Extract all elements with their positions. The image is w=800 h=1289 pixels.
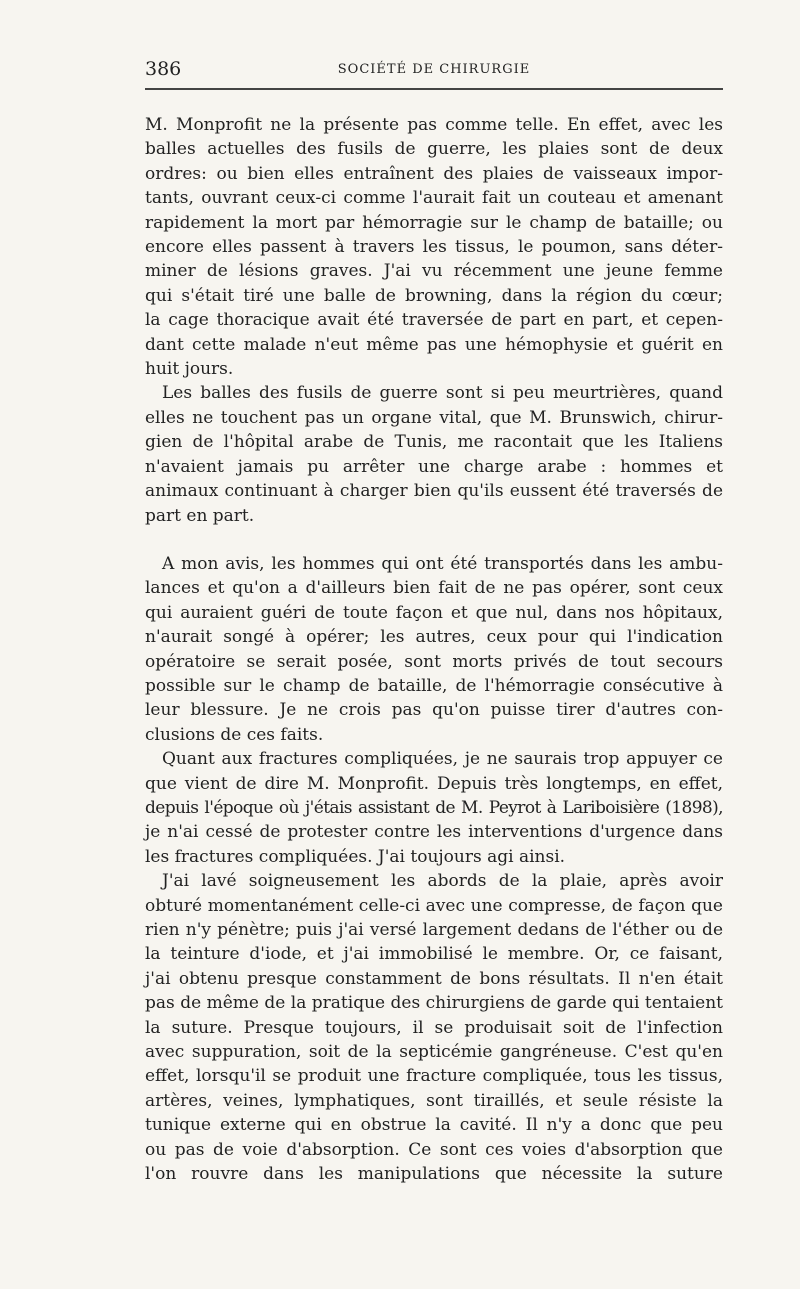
text-line: Les balles des fusils de guerre sont si peu meurtrières, quand: [162, 383, 723, 404]
text-line: la suture. Presque toujours, il se produisait soit de l'infection: [145, 1017, 723, 1038]
text-line: tunique externe qui en obstrue la cavité. Il n'y a donc que peu: [145, 1115, 723, 1136]
text-line: huit jours.: [145, 359, 234, 380]
text-line: leur blessure. Je ne crois pas qu'on puisse tirer d'autres con-: [145, 700, 723, 721]
text-line: artères, veines, lymphatiques, sont tiraillés, et seule résiste la: [145, 1090, 723, 1111]
text-line: rien n'y pénètre; puis j'ai versé largement dedans de l'éther ou de: [145, 920, 723, 940]
text-line: obturé momentanément celle-ci avec une compresse, de façon que: [145, 895, 723, 916]
text-line: n'avaient jamais pu arrêter une charge arabe : hommes et: [145, 456, 723, 477]
text-line: rapidement la mort par hémorragie sur le champ de bataille; ou: [145, 212, 723, 233]
text-line: balles actuelles des fusils de guerre, les plaies sont de deux: [145, 139, 723, 160]
text-line: la cage thoracique avait été traversée de part en part, et cepen-: [145, 310, 723, 331]
text-line: j'ai obtenu presque constamment de bons résultats. Il n'en était: [145, 968, 723, 989]
paragraph: [145, 747, 723, 869]
page-header: [145, 52, 723, 90]
text-line: opératoire se serait posée, sont morts privés de tout secours: [145, 651, 723, 672]
paragraph: [145, 869, 723, 1186]
text-line: encore elles passent à travers les tissus, le poumon, sans déter-: [145, 237, 723, 258]
text-line: n'aurait songé à opérer; les autres, ceux pour qui l'indication: [145, 627, 723, 648]
running-title: SOCIÉTÉ DE CHIRURGIE: [337, 62, 531, 77]
text-line: M. Monprofit ne la présente pas comme telle. En effet, avec les: [145, 115, 723, 135]
text-line: elles ne touchent pas un organe vital, que M. Brunswich, chirur-: [145, 407, 723, 428]
text-line: J'ai lavé soigneusement les abords de la plaie, après avoir: [162, 871, 723, 892]
text-line: Quant aux fractures compliquées, je ne saurais trop appuyer ce: [162, 749, 723, 770]
body-text: [145, 113, 723, 1186]
text-line: lances et qu'on a d'ailleurs bien fait de ne pas opérer, sont ceux: [145, 578, 723, 599]
text-line: gien de l'hôpital arabe de Tunis, me racontait que les Italiens: [145, 432, 723, 453]
page-number: 386: [145, 58, 182, 80]
text-line: l'on rouvre dans les manipulations que nécessite la suture: [145, 1164, 723, 1185]
text-line: pas de même de la pratique des chirurgiens de garde qui tentaient: [145, 993, 723, 1014]
text-line: ou pas de voie d'absorption. Ce sont ces voies d'absorption que: [145, 1139, 723, 1160]
text-line: part en part.: [145, 505, 255, 526]
paragraph: [145, 381, 723, 527]
text-line: A mon avis, les hommes qui ont été transportés dans les ambu-: [162, 553, 723, 574]
text-line: clusions de ces faits.: [145, 724, 324, 745]
text-line: qui s'était tiré une balle de browning, dans la région du cœur;: [145, 285, 723, 306]
text-line: possible sur le champ de bataille, de l'hémorragie consécutive à: [145, 675, 723, 696]
text-line: animaux continuant à charger bien qu'ils eussent été traversés de: [145, 481, 723, 502]
text-line: dant cette malade n'eut même pas une hémophysie et guérit en: [145, 334, 723, 355]
text-line: effet, lorsqu'il se produit une fracture compliquée, tous les tissus,: [145, 1066, 723, 1087]
text-line: depuis l'époque où j'étais assistant de M. Peyrot à Lariboisière (1898),: [145, 797, 723, 818]
text-line: les fractures compliquées. J'ai toujours agi ainsi.: [145, 846, 566, 867]
text-line: miner de lésions graves. J'ai vu récemment une jeune femme: [145, 261, 723, 282]
text-line: tants, ouvrant ceux-ci comme l'aurait fait un couteau et amenant: [145, 188, 723, 209]
text-line: la teinture d'iode, et j'ai immobilisé le membre. Or, ce faisant,: [145, 944, 723, 965]
paragraph-gap: [145, 528, 723, 552]
text-line: avec suppuration, soit de la septicémie gangréneuse. C'est qu'en: [145, 1042, 723, 1063]
text-line: que vient de dire M. Monprofit. Depuis très longtemps, en effet,: [145, 773, 723, 794]
paragraph: [145, 113, 723, 381]
paragraph: [145, 552, 723, 747]
text-line: qui auraient guéri de toute façon et que nul, dans nos hôpitaux,: [145, 602, 723, 623]
text-line: ordres: ou bien elles entraînent des plaies de vaisseaux impor-: [145, 163, 723, 184]
text-line: je n'ai cessé de protester contre les interventions d'urgence dans: [145, 822, 723, 843]
